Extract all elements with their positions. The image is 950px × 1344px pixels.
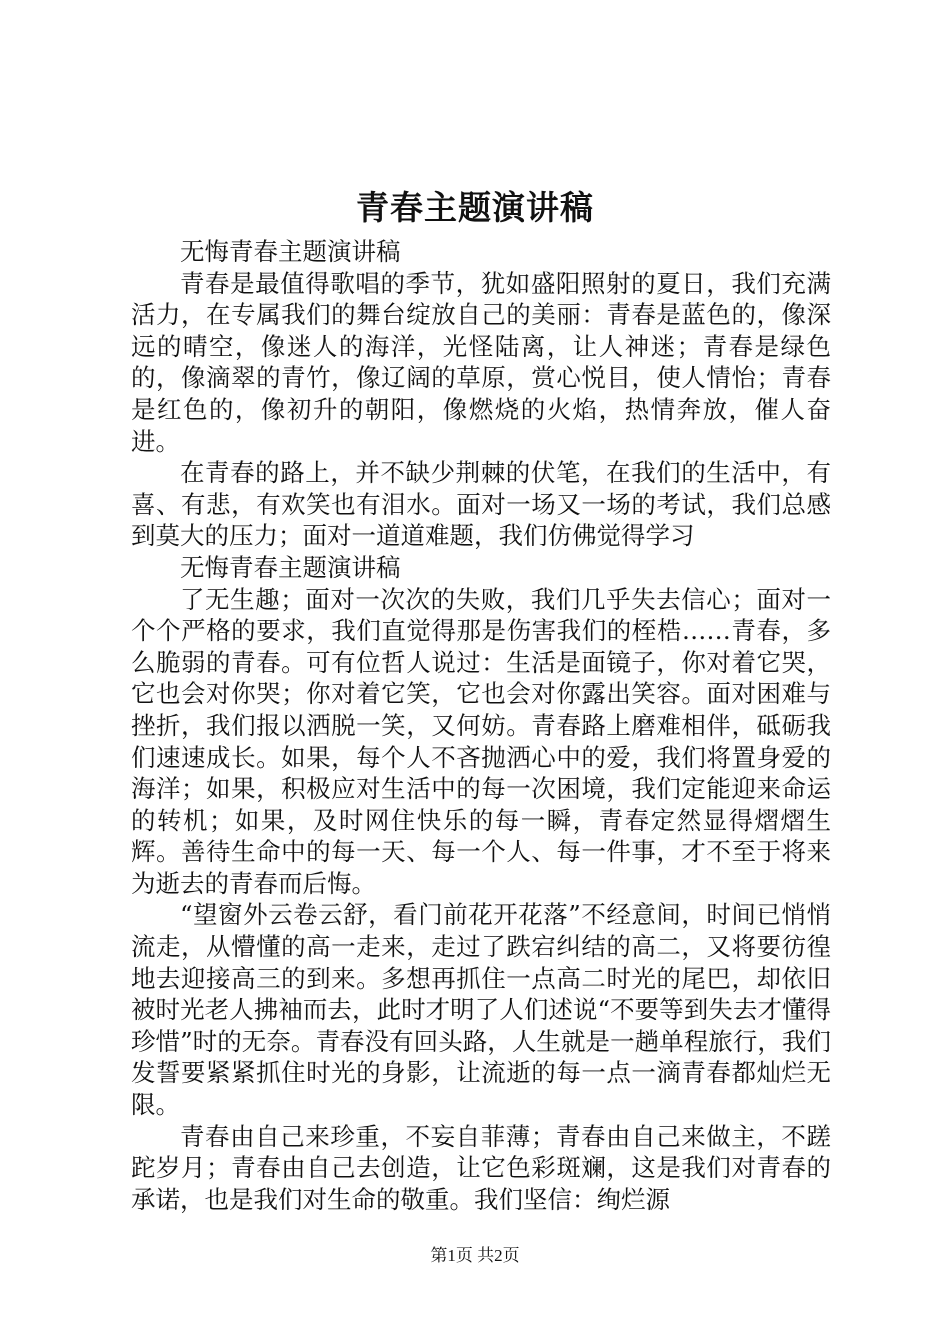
- body-paragraph: “望窗外云卷云舒，看门前花开花落”不经意间，时间已悄悄流走，从懵懂的高一走来，走过了跌宕纠结的高二，又将要彷徨地去迎接高三的到来。多想再抓住一点高二时光的尾巴，却依旧被时光老人拂袖而去，此时才明了人们述说“不要等到失去才懂得珍惜”时的无奈。青春没有回头路，人生就是一趟单程旅行，我们发誓要紧紧抓住时光的身影，让流逝的每一点一滴青春都灿烂无限。: [131, 900, 831, 1120]
- body-paragraph: 在青春的路上，并不缺少荆棘的伏笔，在我们的生活中，有喜、有悲，有欢笑也有泪水。面对一场又一场的考试，我们总感到莫大的压力；面对一道道难题，我们仿佛觉得学习: [131, 458, 831, 551]
- subtitle-paragraph: 无悔青春主题演讲稿: [180, 552, 401, 582]
- body-paragraph: 青春是最值得歌唱的季节，犹如盛阳照射的夏日，我们充满活力，在专属我们的舞台绽放自己的美丽：青春是蓝色的，像深远的晴空，像迷人的海洋，光怪陆离，让人神迷；青春是绿色的，像滴翠的青竹，像辽阔的草原，赏心悦目，使人情怡；青春是红色的，像初升的朝阳，像燃烧的火焰，热情奔放，催人奋进。: [131, 268, 831, 456]
- document-title: 青春主题演讲稿: [356, 188, 594, 227]
- document-body: [131, 236, 831, 1215]
- body-paragraph: 青春由自己来珍重，不妄自菲薄；青春由自己来做主，不蹉跎岁月；青春由自己去创造，让它色彩斑斓，这是我们对青春的承诺，也是我们对生命的敬重。我们坚信：绚烂源: [131, 1121, 831, 1214]
- subtitle-paragraph: 无悔青春主题演讲稿: [180, 237, 401, 266]
- page-footer: 第1页 共2页: [430, 1246, 520, 1265]
- body-paragraph: 了无生趣；面对一次次的失败，我们几乎失去信心；面对一个个严格的要求，我们直觉得那是伤害我们的桎梏……青春，多么脆弱的青春。可有位哲人说过：生活是面镜子，你对着它哭，它也会对你哭；你对着它笑，它也会对你露出笑容。面对困难与挫折，我们报以洒脱一笑，又何妨。青春路上磨难相伴，砥砺我们速速成长。如果，每个人不吝抛洒心中的爱，我们将置身爱的海洋；如果，积极应对生活中的每一次困境，我们定能迎来命运的转机；如果，及时网住快乐的每一瞬，青春定然显得熠熠生辉。善待生命中的每一天、每一个人、每一件事，才不至于将来为逝去的青春而后悔。: [131, 584, 831, 898]
